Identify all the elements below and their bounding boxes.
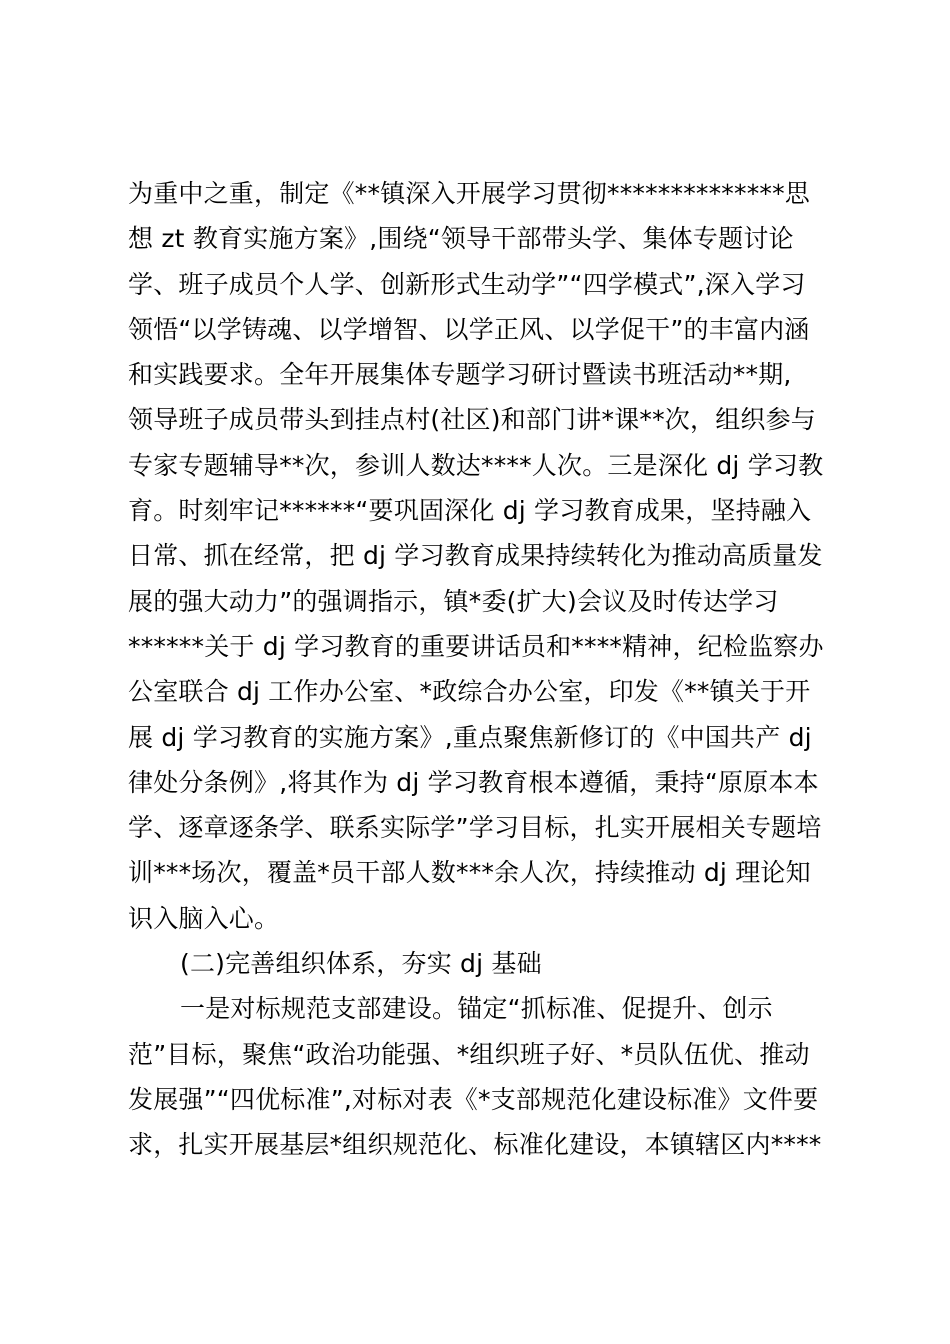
text-line: 学、班子成员个人学、创新形式生动学”“四学模式”,深入学习 — [128, 269, 806, 299]
text-line: 一是对标规范支部建设。锚定“抓标准、促提升、创示 — [180, 994, 773, 1024]
text-line: 领悟“以学铸魂、以学增智、以学正风、以学促干”的丰富内涵 — [128, 314, 810, 344]
text-line: 范”目标，聚焦“政治功能强、*组织班子好、*员队伍优、推动 — [128, 1039, 810, 1069]
text-line: 和实践要求。全年开展集体专题学习研讨暨读书班活动**期, — [128, 360, 792, 390]
text-line: 公室联合 dj 工作办公室、*政综合办公室，印发《**镇关于开 — [128, 677, 811, 707]
text-line: 为重中之重，制定《**镇深入开展学习贯彻**************思 — [128, 179, 811, 208]
text-line: 育。时刻牢记******“要巩固深化 dj 学习教育成果，坚持融入 — [128, 496, 812, 526]
text-line: 发展强”“四优标准”,对标对表《*支部规范化建设标准》文件要 — [128, 1084, 819, 1114]
text-line: 想 zt 教育实施方案》,围绕“领导干部带头学、集体专题讨论 — [128, 224, 794, 254]
text-line: ******关于 dj 学习教育的重要讲话员和****精神，纪检监察办 — [128, 631, 824, 661]
body-text — [128, 171, 848, 1168]
section-heading: (二)完善组织体系，夯实 dj 基础 — [180, 949, 542, 979]
text-line: 律处分条例》,将其作为 dj 学习教育根本遵循，秉持“原原本本 — [128, 767, 819, 797]
text-line: 训***场次，覆盖*员干部人数***余人次，持续推动 dj 理论知 — [128, 858, 811, 888]
text-line: 展的强大动力”的强调指示，镇*委(扩大)会议及时传达学习 — [128, 586, 779, 616]
text-line: 领导班子成员带头到挂点村(社区)和部门讲*课**次，组织参与 — [128, 405, 817, 435]
text-line: 学、逐章逐条学、联系实际学”学习目标，扎实开展相关专题培 — [128, 813, 822, 843]
text-line: 识入脑入心。 — [128, 903, 280, 933]
text-line: 专家专题辅导**次，参训人数达****人次。三是深化 dj 学习教 — [128, 450, 824, 480]
text-line: 求，扎实开展基层*组织规范化、标准化建设，本镇辖区内**** — [128, 1130, 822, 1160]
text-line: 展 dj 学习教育的实施方案》,重点聚焦新修订的《中国共产 dj — [128, 722, 812, 752]
text-line: 日常、抓在经常，把 dj 学习教育成果持续转化为推动高质量发 — [128, 541, 823, 571]
